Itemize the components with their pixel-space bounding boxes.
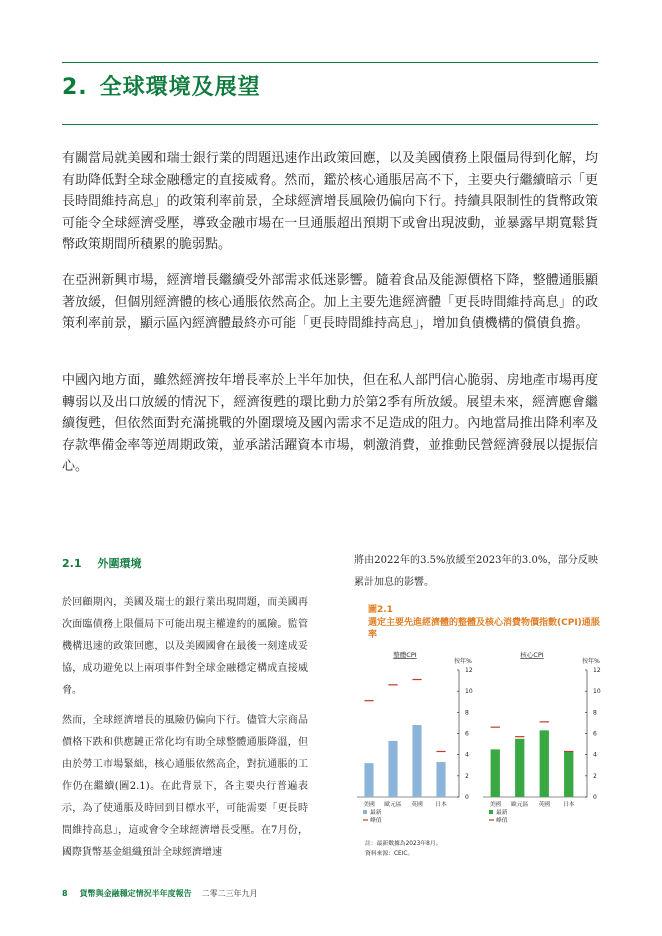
- section-number: 2.: [62, 75, 88, 100]
- chart-y-tick-label: 8: [465, 709, 469, 717]
- chart-category-label: 日本: [562, 802, 575, 808]
- chart-y-tick-label: 0: [593, 794, 597, 801]
- chart-y-tick-label: 8: [593, 709, 597, 717]
- left-paragraph-2: 然而，全球經濟增長的風險仍偏向下行。儘管大宗商品價格下跌和供應鏈正常化均有助全球整體通脹降溫，但由於勞工市場緊絀，核心通脹依然高企，對抗通脹的工作仍在繼續(圖2.1)。在此背景下，各主要央行普遍表示，為了使通脹及時回到目標水平，可能需要「更長時間維持高息」，這或會令全球經濟增長受壓。在7月份，國際貨幣基金組織預計全球經濟增速: [62, 715, 308, 858]
- chart-y-tick-label: 6: [465, 730, 469, 738]
- chart-y-tick-label: 10: [465, 688, 473, 696]
- chart-y-tick-label: 12: [465, 667, 473, 674]
- chart-bar: [436, 762, 445, 797]
- chart-note: 註：最新數據為2023年8月。: [365, 841, 442, 847]
- chart-bar: [364, 763, 373, 797]
- legend-label-latest: 最新: [370, 810, 382, 816]
- top-rule: [62, 62, 598, 63]
- chart-category-label: 日本: [435, 802, 447, 808]
- chart-title: 核心CPI: [520, 651, 544, 659]
- chart-core-cpi: [483, 650, 601, 824]
- chart-category-label: 英國: [411, 802, 423, 808]
- chart-bar: [388, 741, 397, 797]
- figure-label: 圖2.1: [368, 605, 393, 615]
- chart-y-tick-label: 10: [593, 688, 601, 696]
- section-title: [62, 70, 261, 101]
- title-rule: [62, 124, 598, 125]
- chart-category-label: 歐元區: [511, 802, 529, 808]
- chart-bar: [412, 725, 421, 797]
- subsection-heading: [62, 555, 308, 571]
- publication-name: 貨幣與金融穩定情況半年度報告: [79, 889, 192, 898]
- chart-bar: [564, 751, 573, 797]
- chart-y-tick-label: 4: [593, 751, 597, 759]
- chart-category-label: 美國: [489, 802, 502, 808]
- chart-bar: [540, 730, 549, 797]
- subsection-number: 2.1: [62, 557, 82, 570]
- chart-category-label: 英國: [538, 802, 551, 808]
- page-number: 8: [62, 889, 68, 898]
- paragraph-3: 中國內地方面，雖然經濟按年增長率於上半年加快，但在私人部門信心脆弱、房地產市場再度轉弱以及出口放緩的情況下，經濟復甦的環比動力於第2季有所放緩。展望未來，經濟應會繼續復甦，但依然面對充滿挑戰的外圍環境及國內需求不足造成的阻力。內地當局推出降利率及存款準備金率等逆周期政策，並承諾活躍資本市場，刺激消費，並推動民營經濟發展以提振信心。: [62, 373, 598, 474]
- left-paragraph-1: 於回顧期內，美國及瑞士的銀行業出現問題，而美國再次面臨債務上限僵局下可能出現主權違約的風險。監管機構迅速的政策回應，以及美國國會在最後一刻達成妥協，成功避免以上兩項事件對全球金融穩定構成直接威脅。: [62, 597, 308, 696]
- chart-y-tick-label: 2: [465, 772, 469, 780]
- chart-y-tick-label: 12: [593, 667, 601, 674]
- chart-source: 資料來源：CEIC。: [365, 851, 414, 857]
- figure-charts: [355, 645, 605, 860]
- legend-label-peak: 峰值: [370, 818, 382, 824]
- figure-title: 選定主要先進經濟體的整體及核心消費物價指數(CPI)通脹率: [368, 618, 600, 640]
- legend-swatch-bar: [489, 810, 493, 814]
- chart-y-tick-label: 0: [465, 794, 469, 801]
- chart-y-label: 按年%: [454, 658, 472, 665]
- chart-y-tick-label: 4: [465, 751, 469, 759]
- chart-bar: [515, 739, 524, 797]
- paragraph-2: 在亞洲新興市場，經濟增長繼續受外部需求低迷影響。隨着食品及能源價格下降，整體通脹顯著放緩，但個別經濟體的核心通脹依然高企。加上主要先進經濟體「更長時間維持高息」的政策利率前景，顯示區內經濟體最終亦可能「更長時間維持高息」，增加負債機構的償債負擔。: [62, 273, 598, 331]
- page-footer: [62, 888, 258, 899]
- publication-date: 二零二三年九月: [201, 889, 258, 898]
- chart-category-label: 歐元區: [384, 802, 402, 808]
- right-paragraph: 將由2022年的3.5%放緩至2023年的3.0%，部分反映累計加息的影響。: [354, 555, 598, 588]
- chart-title: 整體CPI: [393, 651, 417, 659]
- legend-label-peak: 峰值: [496, 818, 508, 824]
- subsection-title: 外圍環境: [97, 557, 142, 570]
- legend-label-latest: 最新: [496, 810, 508, 816]
- chart-headline-cpi: [357, 650, 473, 824]
- chart-y-tick-label: 6: [593, 730, 597, 738]
- legend-swatch-bar: [363, 810, 367, 814]
- section-title-text: 全球環境及展望: [99, 75, 261, 100]
- paragraph-1: 有關當局就美國和瑞士銀行業的問題迅速作出政策回應，以及美國債務上限僵局得到化解，均有助降低對全球金融穩定的直接威脅。然而，鑑於核心通脹居高不下，主要央行繼續暗示「更長時間維持高息」的政策利率前景，全球經濟增長風險仍偏向下行。持續具限制性的貨幣政策可能令全球經濟受壓，導致金融市場在一旦通脹超出預期下或會出現波動，並暴露早期寬鬆貨幣政策期間所積累的脆弱點。: [62, 151, 598, 252]
- chart-category-label: 美國: [363, 802, 375, 808]
- chart-y-tick-label: 2: [593, 772, 597, 780]
- chart-bar: [491, 749, 500, 797]
- chart-y-label: 按年%: [582, 658, 600, 665]
